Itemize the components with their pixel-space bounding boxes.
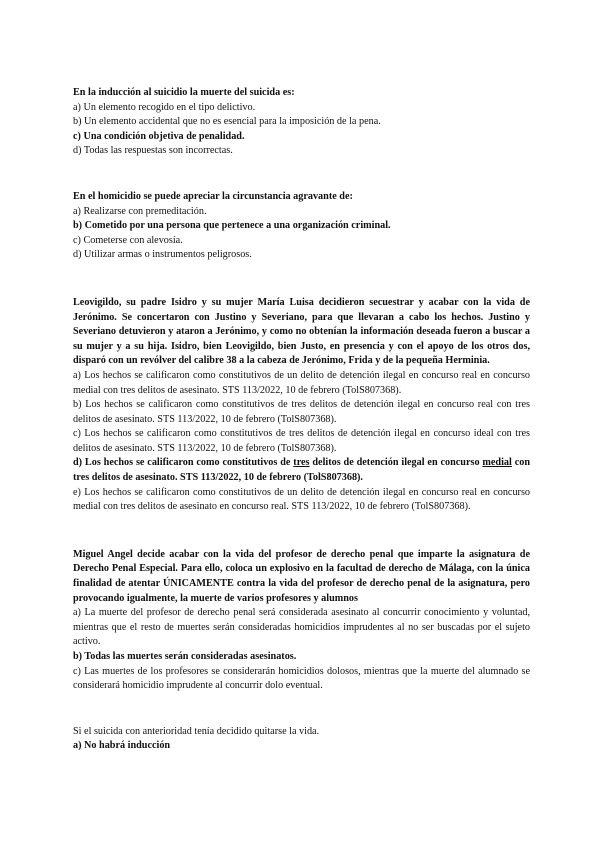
question-5-stem: Si el suicida con anterioridad tenía decidido quitarse la vida.	[73, 725, 320, 737]
question-3-option-d-underlined-medial: medial	[482, 457, 512, 469]
question-4-option-c: c) Las muertes de los profesores se considerarán homicidios dolosos, mientras que la muerte del alumnado se considerará homicidio imprudente al concurrir dolo eventual.	[73, 665, 530, 692]
question-1-option-b: b) Un elemento accidental que no es esencial para la imposición de la pena.	[73, 116, 381, 128]
question-2-option-c: c) Cometerse con alevosía.	[73, 234, 183, 246]
question-3-stem: Leovigildo, su padre Isidro y su mujer María Luisa decidieron secuestrar y acabar con la vida de Jerónimo. Se concertaron con Justino y Severiano, para que llevaran a cabo los hechos. Justino y Severiano detuvieron y ataron a Jerónimo, y como no obtenían la información deseada fueron a buscar a su mujer y a su hija. Isidro, bien Leovigildo, bien Justo, en presencia y con el apoyo de los otros dos, disparó con un revólver del calibre 38 a la cabeza de Jerónimo, Frida y de la pequeña Herminia.	[73, 296, 530, 367]
question-2	[73, 190, 530, 263]
question-1	[73, 86, 530, 159]
question-2-option-a: a) Realizarse con premeditación.	[73, 205, 207, 217]
question-2-option-d: d) Utilizar armas o instrumentos peligrosos.	[73, 249, 252, 261]
spacer	[73, 694, 530, 725]
question-3-option-e: e) Los hechos se calificaron como constitutivos de un delito de detención ilegal en concurso real en concurso medial con tres delitos de asesinato en concurso real. STS 113/2022, 10 de febrero (TolS807368).	[73, 486, 530, 513]
exam-page	[73, 86, 530, 754]
question-2-stem: En el homicidio se puede apreciar la circunstancia agravante de:	[73, 190, 353, 202]
question-3-option-d-underlined-tres: tres	[293, 457, 310, 469]
question-2-option-b: b) Cometido por una persona que pertenece a una organización criminal.	[73, 220, 391, 232]
question-4-stem: Miguel Angel decide acabar con la vida del profesor de derecho penal que imparte la asignatura de Derecho Penal Especial. Para ello, coloca un explosivo en la facultad de derecho de Málaga, con la única finalidad de atentar ÚNICAMENTE contra la vida del profesor de derecho penal de la asignatura, pero provocando igualmente, la muerte de varios profesores y alumnos	[73, 548, 530, 604]
question-1-option-c: c) Una condición objetiva de penalidad.	[73, 130, 245, 142]
question-3-option-b: b) Los hechos se calificaron como constitutivos de tres delitos de detención ilegal en concurso real con tres delitos de asesinato. STS 113/2022, 10 de febrero (TolS807368).	[73, 399, 530, 425]
question-1-stem: En la inducción al suicidio la muerte del suicida es:	[73, 87, 295, 98]
question-3-option-d-part1: d) Los hechos se calificaron como constitutivos de	[73, 457, 294, 469]
question-3	[73, 296, 530, 515]
spacer	[73, 515, 530, 548]
question-3-option-d-part3: con tres delitos de asesinato. STS 113/2022, 10 de febrero (TolS807368).	[73, 457, 531, 484]
question-5	[73, 725, 530, 754]
question-1-option-d: d) Todas las respuestas son incorrectas.	[73, 145, 233, 157]
question-5-option-a: a) No habrá inducción	[73, 740, 171, 752]
spacer	[73, 159, 530, 190]
question-4	[73, 548, 530, 694]
question-4-option-b: b) Todas las muertes serán consideradas asesinatos.	[73, 651, 297, 662]
question-3-option-d-part2: delitos de detención ilegal en concurso	[309, 457, 483, 469]
question-3-option-c: c) Los hechos se calificaron como constitutivos de tres delitos de detención ilegal en concurso ideal con tres delitos de asesinato. STS 113/2022, 10 de febrero (TolS807368).	[73, 428, 530, 454]
spacer	[73, 263, 530, 296]
question-4-option-a: a) La muerte del profesor de derecho penal será considerada asesinato al concurrir conocimiento y voluntad, mientras que el resto de muertes serán consideradas homicidios imprudentes al no ser buscadas por el sujeto activo.	[73, 607, 530, 648]
question-3-option-a: a) Los hechos se calificaron como constitutivos de un delito de detención ilegal en concurso real en concurso medial con tres delitos de asesinato. STS 113/2022, 10 de febrero (TolS807368).	[73, 369, 530, 396]
question-3-option-d	[73, 456, 530, 485]
question-1-option-a: a) Un elemento recogido en el tipo delictivo.	[73, 101, 256, 113]
